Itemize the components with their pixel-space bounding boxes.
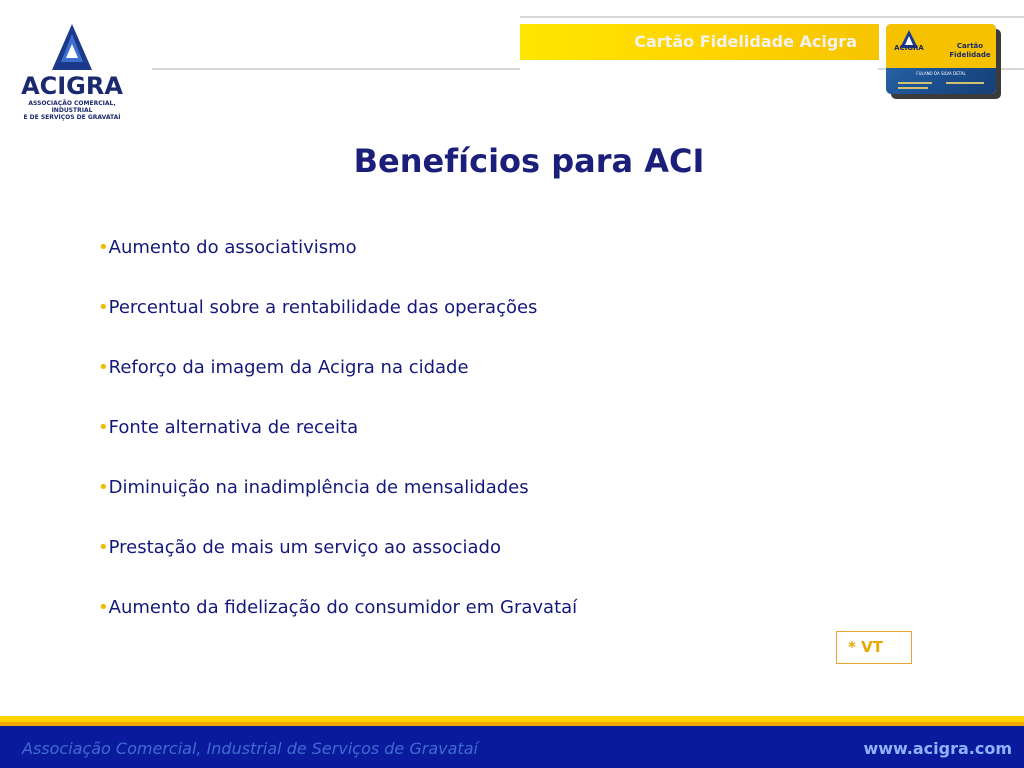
logo-subtitle-line1: ASSOCIAÇÃO COMERCIAL, INDUSTRIAL: [28, 100, 116, 114]
list-item: [98, 296, 577, 356]
card-logo-icon: [892, 28, 926, 58]
list-item: [98, 416, 577, 476]
bullet-icon: •: [98, 237, 109, 258]
acigra-logo: [14, 24, 130, 121]
logo-name: ACIGRA: [21, 72, 123, 100]
header-banner: Cartão Fidelidade Acigra: [520, 24, 879, 60]
list-item-text: Aumento do associativismo: [108, 237, 357, 258]
list-item: [98, 536, 577, 596]
card-detail-line: [898, 82, 932, 84]
list-item-text: Percentual sobre a rentabilidade das operações: [108, 297, 538, 318]
bullet-icon: •: [98, 597, 109, 618]
list-item-text: Aumento da fidelização do consumidor em Gravataí: [108, 597, 578, 618]
list-item-text: Fonte alternativa de receita: [108, 417, 359, 438]
benefits-list: [98, 236, 577, 656]
header-divider-top: [520, 16, 1024, 18]
list-item: [98, 356, 577, 416]
footer-organization-name: Associação Comercial, Industrial de Serviços de Gravataí: [22, 739, 478, 758]
slide-title: Benefícios para ACI: [353, 142, 705, 180]
footer-bar: [0, 726, 1024, 768]
vt-note-box: * VT: [836, 631, 912, 664]
bullet-icon: •: [98, 477, 109, 498]
list-item: [98, 596, 577, 656]
list-item: [98, 476, 577, 536]
list-item: [98, 236, 577, 296]
card-title: [946, 42, 994, 60]
bullet-icon: •: [98, 417, 109, 438]
list-item-text: Prestação de mais um serviço ao associado: [108, 537, 501, 558]
list-item-text: Reforço da imagem da Acigra na cidade: [108, 357, 469, 378]
logo-subtitle-line2: E DE SERVIÇOS DE GRAVATAÍ: [23, 114, 121, 121]
bullet-icon: •: [98, 297, 109, 318]
header-divider-left: [152, 68, 520, 70]
card-logo-text: ACIGRA: [894, 44, 924, 52]
card-detail-line: [946, 82, 984, 84]
bullet-icon: •: [98, 537, 109, 558]
triangle-logo-icon: [52, 24, 92, 70]
card-title-line1: Cartão: [956, 42, 984, 50]
card-title-line2: Fidelidade: [949, 51, 991, 59]
footer-website-link[interactable]: www.acigra.com: [863, 739, 1012, 758]
bullet-icon: •: [98, 357, 109, 378]
logo-subtitle: [14, 100, 130, 121]
card-holder-name: FULANO DA SILVA DETAL: [916, 71, 966, 76]
loyalty-card-image: [886, 24, 996, 94]
card-detail-line: [898, 87, 928, 89]
list-item-text: Diminuição na inadimplência de mensalidades: [108, 477, 529, 498]
